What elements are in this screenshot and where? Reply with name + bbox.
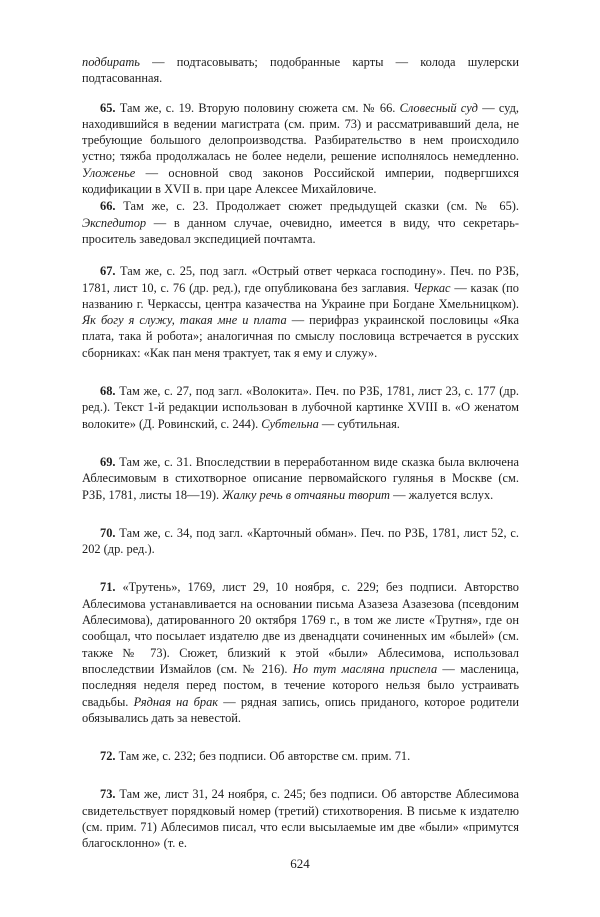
note-number: 67. bbox=[100, 264, 116, 279]
note-72 bbox=[82, 748, 519, 764]
term: Черкас bbox=[413, 280, 451, 295]
note-text: Там же, с. 31. Впоследствии в переработанном виде сказка была включена Аблесимовым в стихотворное описание первомайского гулянья в Москве (см. РЗБ, 1781, листы 18—19). bbox=[82, 454, 519, 502]
note-text: — суд, находившийся в ведении магистрата (см. прим. 73) и рассматривавший дела, не требующие большого делопроизводства. Разбирательство в нем происходило устно; тяжба продолжалась не более недели, решение исполнялось немедленно. bbox=[82, 100, 519, 164]
note-text: Там же, с. 19. Вторую половину сюжета см. № 66. bbox=[115, 100, 400, 115]
note-66 bbox=[82, 198, 519, 247]
note-text: Там же, с. 34, под загл. «Карточный обман». Печ. по РЗБ, 1781, лист 52, с. 202 (др. ред.). bbox=[82, 525, 519, 557]
note-number: 73. bbox=[100, 787, 116, 802]
document-page bbox=[82, 54, 519, 852]
note-continuation bbox=[82, 54, 519, 87]
note-number: 69. bbox=[100, 454, 116, 469]
note-text: — перифраз украинской пословицы «Яка плата, така й робота»; аналогичная по смыслу пословица встречается в русских сборниках: «Как пан меня трактует, так я ему и служу». bbox=[82, 313, 519, 360]
note-text: — подтасовывать; подобранные карты — колода шулерски подтасованная. bbox=[82, 55, 519, 86]
term: Но тут масляна приспела bbox=[292, 661, 438, 676]
note-text: — основной свод законов Российской империи, подвергшихся кодификации в XVII в. при царе Алексее Михайловиче. bbox=[82, 165, 519, 197]
term: Словесный суд bbox=[399, 100, 478, 115]
note-text: Там же, с. 25, под загл. «Острый ответ черкаса господину». Печ. по РЗБ, 1781, лист 10, с. 76 (др. ред.), где опубликована без заглавия. bbox=[82, 264, 519, 295]
note-73 bbox=[82, 786, 519, 851]
note-text: — масленица, последняя неделя перед постом, в течение которого нельзя было устраивать свадьбы. bbox=[82, 661, 519, 709]
term: Экспедитор bbox=[82, 215, 147, 230]
note-70 bbox=[82, 525, 519, 558]
note-number: 71. bbox=[100, 580, 116, 595]
term: Як богу я служу, такая мне и плата bbox=[82, 313, 287, 328]
note-text: Там же, с. 27, под загл. «Волокита». Печ. по РЗБ, 1781, лист 23, с. 177 (др. ред.). Текст 1-й редакции использован в лубочной картинке XVIII в. «О женатом волоките» (Д. Ровинский, с. 244). bbox=[82, 384, 519, 431]
note-68 bbox=[82, 383, 519, 432]
note-number: 65. bbox=[100, 100, 116, 115]
note-65 bbox=[82, 100, 519, 198]
note-69 bbox=[82, 454, 519, 503]
term: Уложенье bbox=[82, 165, 136, 180]
note-text: Там же, лист 31, 24 ноября, с. 245; без подписи. Об авторстве Аблесимова свидетельствует порядковый номер (третий) стихотворения. В письме к издателю (см. прим. 71) Аблесимов писал, что если высылаемые им две «были» «примутся благосклонно» (т. е. bbox=[82, 787, 519, 851]
note-67 bbox=[82, 263, 519, 361]
note-text: — в данном случае, очевидно, имеется в виду, что секретарь-проситель заведовал экспедицией почтамта. bbox=[82, 215, 519, 246]
note-number: 68. bbox=[100, 384, 116, 399]
note-text: Там же, с. 232; без подписи. Об авторстве см. прим. 71. bbox=[115, 749, 411, 764]
page-number: 624 bbox=[290, 856, 310, 871]
note-text: — жалуется вслух. bbox=[389, 487, 494, 502]
note-text: «Трутень», 1769, лист 29, 10 ноября, с. 229; без подписи. Авторство Аблесимова устанавливается на основании письма Азазеза Азазезова (псевдоним Аблесимова), датированного 20 октября 1769 г., в том же листе «Трутня», где он сообщал, что посылает издателю две из двенадцати сочиненных им «былей» (см. также № 73). Сюжет, близкий к этой «были» Аблесимова, использовал впоследствии Измайлов (см. № 216). bbox=[82, 580, 519, 676]
note-text: Там же, с. 23. Продолжает сюжет предыдущей сказки (см. № 65). bbox=[115, 199, 519, 214]
note-number: 70. bbox=[100, 525, 116, 540]
term: Рядная на брак bbox=[133, 694, 219, 709]
note-text: — казак (по названию г. Черкассы, центра казачества на Украине при Богдане Хмельницком). bbox=[82, 280, 520, 311]
term: подбирать bbox=[82, 55, 140, 69]
term: Субтельна bbox=[261, 416, 319, 431]
note-text: — рядная запись, опись приданого, которое родители обязывались дать за невестой. bbox=[82, 694, 519, 725]
note-number: 66. bbox=[100, 199, 116, 214]
term: Жалку речь в отчаяньи творит bbox=[222, 487, 390, 502]
note-number: 72. bbox=[100, 749, 116, 764]
note-71 bbox=[82, 579, 519, 726]
note-text: — субтильная. bbox=[318, 416, 400, 431]
